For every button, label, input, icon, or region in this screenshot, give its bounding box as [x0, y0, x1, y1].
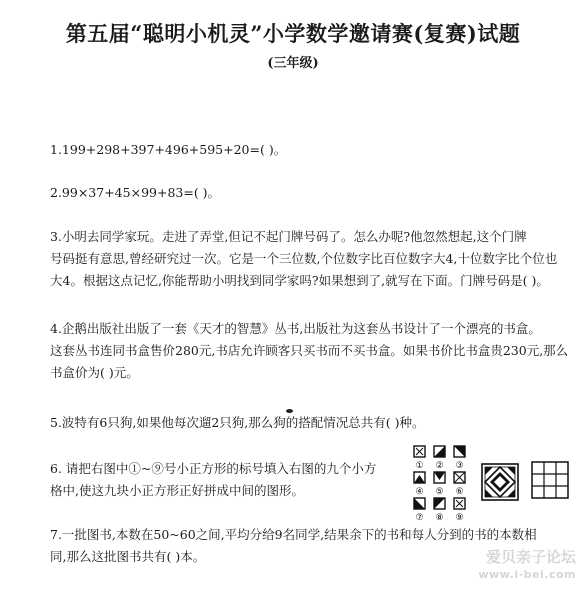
tile-label-2: ②	[435, 461, 444, 471]
tile-label-8: ⑧	[435, 513, 444, 523]
question-1: 1.199+298+397+496+595+20=( )。	[50, 142, 287, 157]
question-3	[50, 226, 580, 292]
question-3-line-2: 号码挺有意思,曾经研究过一次。它是一个三位数,个位数字比百位数字大4,十位数字比个位也	[50, 251, 558, 266]
question-6-line-2: 格中,使这九块小正方形正好拼成中间的图形。	[50, 483, 304, 498]
puzzle-figure	[412, 444, 572, 524]
question-2: 2.99×37+45×99+83=( )。	[50, 185, 221, 200]
question-7-line-1: 7.一批图书,本数在50~60之间,平均分给9名同学,结果余下的书和每人分到的书的本数相	[50, 527, 537, 542]
tile-label-1: ①	[415, 461, 424, 471]
tile-label-4: ④	[415, 487, 424, 497]
question-6-line-1: 6. 请把右图中①~⑨号小正方形的标号填入右图的九个小方	[50, 461, 377, 476]
question-4-line-3: 书盒价为( )元。	[50, 365, 139, 380]
tile-label-6: ⑥	[455, 487, 464, 497]
tile-label-9: ⑨	[455, 513, 464, 523]
tile-label-3: ③	[455, 461, 464, 471]
question-4-line-2: 这套丛书连同书盒售价280元,书店允许顾客只买书而不买书盒。如果书价比书盒贵230元,那么	[50, 343, 569, 358]
numbered-tiles	[414, 446, 465, 523]
question-4	[50, 318, 580, 384]
target-pattern	[482, 464, 518, 500]
forum-watermark	[478, 549, 576, 583]
watermark-url: www.i-bei.com	[478, 568, 576, 581]
question-4-line-1: 4.企鹅出版社出版了一套《天才的智慧》丛书,出版社为这套丛书设计了一个漂亮的书盒。	[50, 321, 541, 336]
tile-label-5: ⑤	[435, 487, 444, 497]
tile-label-7: ⑦	[415, 513, 424, 523]
question-7-line-2: 同,那么这批图书共有( )本。	[50, 549, 206, 564]
question-5: 5.波特有6只狗,如果他每次遛2只狗,那么狗的搭配情况总共有( )种。	[50, 415, 425, 430]
watermark-name: 爱贝亲子论坛	[485, 548, 576, 566]
question-3-line-1: 3.小明去同学家玩。走进了弄堂,但记不起门牌号码了。怎么办呢?他忽然想起,这个门牌	[50, 229, 527, 244]
question-6	[50, 458, 410, 502]
question-3-line-3: 大4。根据这点记忆,你能帮助小明找到同学家吗?如果想到了,就写在下面。门牌号码是( )。	[50, 273, 549, 288]
empty-grid	[532, 462, 568, 498]
page-title: 第五届“聪明小机灵”小学数学邀请赛(复赛)试题	[65, 21, 521, 46]
grade-subtitle: (三年级)	[267, 56, 319, 71]
